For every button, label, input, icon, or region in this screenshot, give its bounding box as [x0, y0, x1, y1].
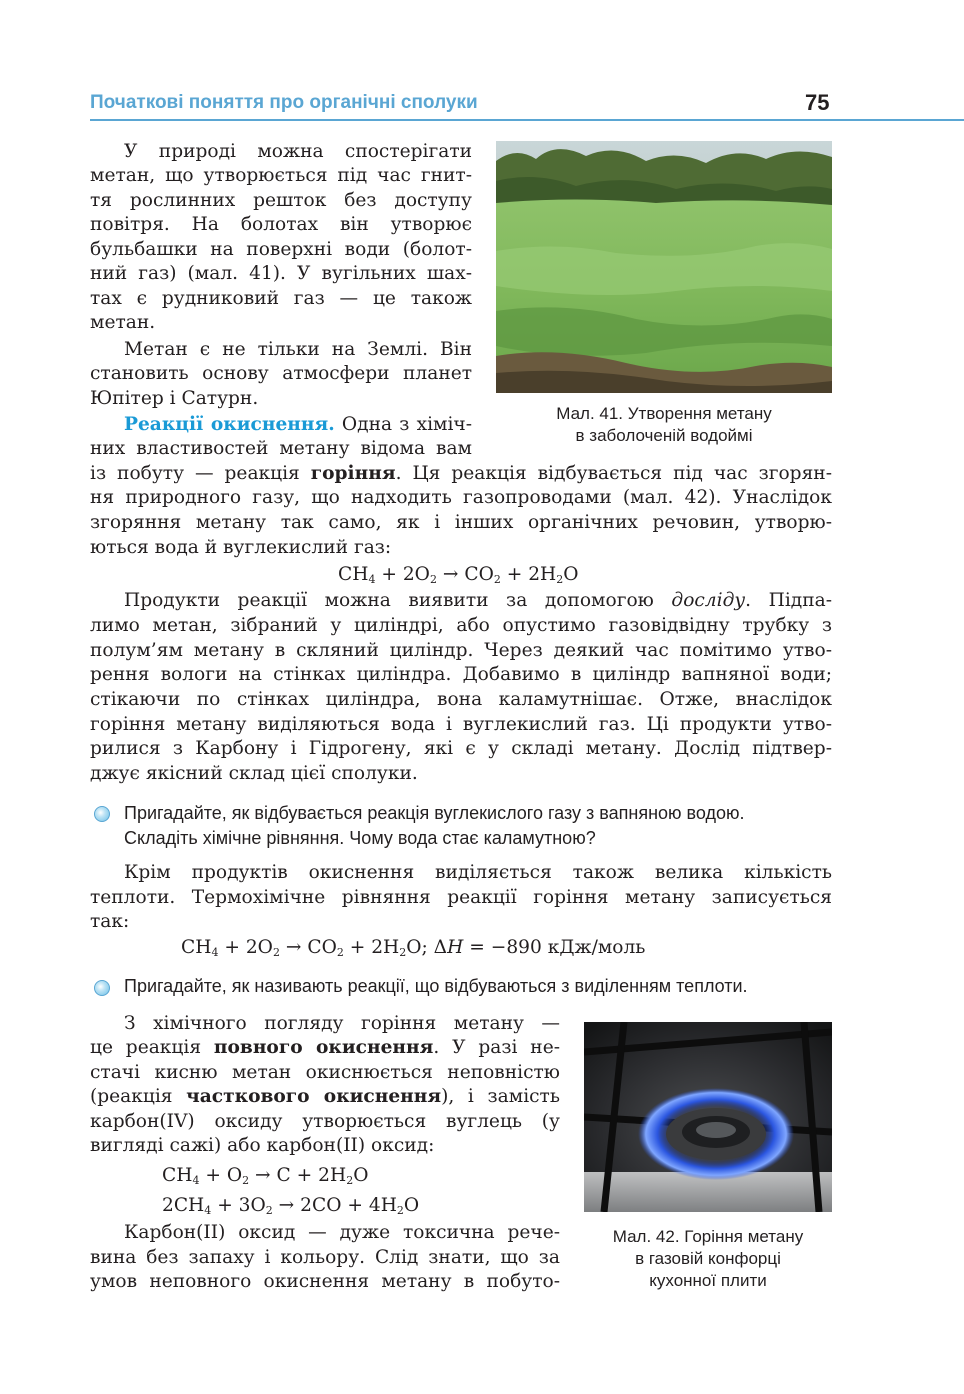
text-line: становить основу атмосфери планет — [90, 363, 472, 384]
text-line: У природі можна спостерігати — [124, 141, 472, 162]
text-line: ня природного газу, що надходить газопроводами (мал. 42). Унаслідок — [90, 487, 832, 508]
text-line: горіння метану виділяються вода і вуглекислий газ. Ці продукти утво- — [90, 714, 832, 735]
text-line: ний газ) (мал. 41). У вугільних шах- — [90, 263, 472, 284]
gas-burner-photo — [584, 1022, 832, 1212]
text-line: так: — [90, 911, 130, 932]
text-line: З хімічного погляду горіння метану — — [124, 1013, 560, 1034]
text-line: метан. — [90, 312, 156, 333]
text-line: джує якісний склад цієї сполуки. — [90, 763, 418, 784]
page-number: 75 — [805, 90, 830, 115]
text-line: рилися з Карбону і Гідрогену, які є у складі метану. Дослід підтвер- — [90, 738, 832, 759]
text-line: Карбон(II) оксид — дуже токсична рече- — [124, 1222, 560, 1243]
text-line: карбон(IV) оксиду утворюється вуглець (у — [90, 1111, 560, 1132]
figure-42-caption: Мал. 42. Горіння метану в газовій конфорці кухонної плити — [612, 1227, 804, 1290]
text-line: лимо метан, зібраний у циліндрі, або опустимо газовідвідну трубку з — [90, 615, 832, 636]
task-bullet-icon — [94, 980, 110, 996]
text-line: згоряння метану так само, як і інших органічних речовин, утворю- — [90, 512, 832, 533]
text-line: них властивостей метану відома вам — [90, 438, 472, 459]
equation-incomplete-1: $CH_4 + O_2 \to C + 2H_2O$ — [162, 1165, 369, 1187]
text-line: вигляді сажі) або карбон(II) оксид: — [90, 1135, 435, 1156]
text-line: умов неповного окиснення метану в побуто- — [90, 1271, 560, 1292]
text-line: Крім продуктів окиснення виділяється також велика кількість — [124, 862, 832, 883]
text-line: із побуту — реакція горіння. Ця реакція відбувається під час згорян- — [90, 463, 832, 484]
text-line: ються вода й вуглекислий газ: — [90, 537, 392, 558]
equation-combustion: $CH_4 + 2O_2 \to CO_2 + 2H_2O$ — [338, 564, 579, 586]
text-line: стачі кисню метан окиснюється неповністю — [90, 1062, 560, 1083]
equation-incomplete-2: $2CH_4 + 3O_2 \to 2CO + 4H_2O$ — [162, 1195, 420, 1217]
task-bullet-icon — [94, 806, 110, 822]
text-line: тя рослинних решток без доступу — [90, 190, 472, 211]
figure-41-caption: Мал. 41. Утворення метану в заболоченій водоймі — [556, 404, 772, 445]
task-line: Складіть хімічне рівняння. Чому вода стає каламутною? — [124, 828, 596, 848]
text-line: метан, що утворюється під час гнит- — [90, 165, 472, 186]
text-line: Реакції окиснення. Одна з хіміч- — [124, 414, 473, 435]
text-line: рення вологи на стінках циліндра. Добавимо в циліндр вапняної води; — [90, 664, 832, 685]
swamp-photo — [496, 141, 832, 393]
text-line: (реакція часткового окиснення), і замість — [90, 1086, 560, 1107]
text-line: це реакція повного окиснення. У разі не- — [90, 1037, 560, 1058]
text-line: Метан є не тільки на Землі. Він — [124, 339, 472, 360]
text-line: вина без запаху і кольору. Слід знати, що за — [90, 1247, 560, 1268]
header-rule — [90, 119, 964, 121]
task-line: Пригадайте, як відбувається реакція вуглекислого газу з вапняною водою. — [124, 803, 745, 823]
text-line: полум’ям метану в скляний циліндр. Через деякий час помітимо утво- — [90, 640, 832, 661]
section-title: Початкові поняття про органічні сполуки — [90, 92, 478, 113]
equation-thermochemical: $CH_4 + 2O_2 \to CO_2 + 2H_2O$; ΔH = −890 кДж/моль — [181, 937, 646, 959]
text-line: повітря. На болотах він утворює — [90, 214, 472, 235]
text-line: тах є рудниковий газ — це також — [90, 288, 472, 309]
text-line: стікаючи по стінках циліндра, вона каламутнішає. Отже, внаслідок — [90, 689, 832, 710]
term-oxidation-reactions: Реакції окиснення. — [124, 414, 335, 435]
text-line: бульбашки на поверхні води (болот- — [90, 239, 472, 260]
text-line: теплоти. Термохімічне рівняння реакції горіння метану записується — [90, 887, 832, 908]
text-line: Юпітер і Сатурн. — [90, 388, 259, 409]
text-line: Продукти реакції можна виявити за допомогою досліду. Підпа- — [124, 590, 832, 611]
task-line: Пригадайте, як називають реакції, що відбуваються з виділенням теплоти. — [124, 976, 748, 996]
